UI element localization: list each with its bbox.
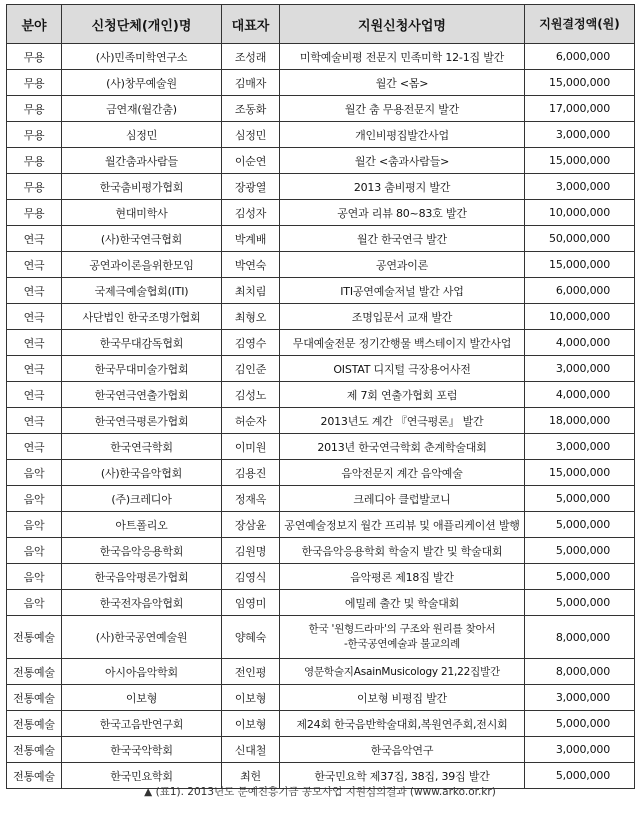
cell-representative: 김인준 [222,356,280,382]
cell-applicant: (주)크레디아 [62,486,222,512]
cell-amount: 18,000,000 [525,408,635,434]
cell-amount: 5,000,000 [525,564,635,590]
table-caption: ▲ (표1). 2013년도 문예진흥기금 공모사업 지원심의결과 (www.arko.or.kr) [144,786,496,798]
table-row [7,356,635,382]
cell-project: 한국음악응용학회 학술지 발간 및 학술대회 [280,538,525,564]
cell-amount: 3,000,000 [525,737,635,763]
cell-amount: 5,000,000 [525,512,635,538]
cell-field: 음악 [7,512,62,538]
cell-amount: 15,000,000 [525,148,635,174]
cell-representative: 박연숙 [222,252,280,278]
cell-representative: 정재옥 [222,486,280,512]
cell-project: 월간 <몸> [280,70,525,96]
cell-applicant: (사)한국연극협회 [62,226,222,252]
table-row [7,148,635,174]
header-field: 분야 [7,5,62,44]
cell-representative: 신대철 [222,737,280,763]
cell-amount: 6,000,000 [525,278,635,304]
cell-applicant: 국제극예술협회(ITI) [62,278,222,304]
cell-field: 무용 [7,122,62,148]
table-row [7,590,635,616]
cell-project: 월간 춤 무용전문지 발간 [280,96,525,122]
cell-applicant: (사)한국음악협회 [62,460,222,486]
cell-representative: 김성노 [222,382,280,408]
cell-field: 무용 [7,174,62,200]
cell-project: OISTAT 디지털 극장용어사전 [280,356,525,382]
cell-amount: 5,000,000 [525,538,635,564]
header-representative: 대표자 [222,5,280,44]
cell-amount: 4,000,000 [525,330,635,356]
cell-applicant: (사)창무예술원 [62,70,222,96]
cell-applicant: 한국음악평론가협회 [62,564,222,590]
table-row [7,460,635,486]
cell-applicant: 한국국악학회 [62,737,222,763]
cell-amount: 8,000,000 [525,616,635,659]
cell-project: 월간 <춤과사람들> [280,148,525,174]
cell-representative: 김용진 [222,460,280,486]
cell-representative: 이순연 [222,148,280,174]
table-row [7,252,635,278]
cell-field: 연극 [7,330,62,356]
cell-amount: 5,000,000 [525,590,635,616]
cell-amount: 3,000,000 [525,122,635,148]
cell-representative: 최형오 [222,304,280,330]
table-row [7,685,635,711]
cell-field: 연극 [7,382,62,408]
cell-field: 연극 [7,356,62,382]
cell-applicant: 한국민요학회 [62,763,222,789]
table-row [7,44,635,70]
table-row [7,659,635,685]
table-row [7,737,635,763]
cell-representative: 이보형 [222,685,280,711]
cell-amount: 5,000,000 [525,763,635,789]
cell-representative: 장삼윤 [222,512,280,538]
cell-applicant: 한국연극연출가협회 [62,382,222,408]
cell-field: 무용 [7,96,62,122]
cell-project: 월간 한국연극 발간 [280,226,525,252]
cell-amount: 15,000,000 [525,70,635,96]
table-row [7,174,635,200]
cell-applicant: 이보형 [62,685,222,711]
cell-project: 공연과 리뷰 80~83호 발간 [280,200,525,226]
table-row [7,70,635,96]
cell-amount: 8,000,000 [525,659,635,685]
cell-project: 한국음악연구 [280,737,525,763]
cell-field: 연극 [7,226,62,252]
cell-field: 음악 [7,486,62,512]
cell-project: 개인비평집발간사업 [280,122,525,148]
table-row [7,330,635,356]
cell-project: 무대예술전문 정기간행물 백스테이지 발간사업 [280,330,525,356]
cell-field: 전통예술 [7,763,62,789]
cell-representative: 김영식 [222,564,280,590]
cell-project: 제24회 한국음반학술대회,복원연주회,전시회 [280,711,525,737]
cell-project: 조명입문서 교재 발간 [280,304,525,330]
cell-field: 연극 [7,278,62,304]
cell-project: 에밀레 출간 및 학술대회 [280,590,525,616]
cell-amount: 15,000,000 [525,252,635,278]
cell-field: 전통예술 [7,659,62,685]
table-row [7,616,635,659]
cell-field: 전통예술 [7,616,62,659]
table-row [7,711,635,737]
cell-field: 음악 [7,590,62,616]
cell-representative: 최헌 [222,763,280,789]
cell-project: 공연과이론 [280,252,525,278]
cell-project: 제 7회 연출가협회 포럼 [280,382,525,408]
cell-project: 한국민요학 제37집, 38집, 39집 발간 [280,763,525,789]
header-amount: 지원결정액(원) [525,5,635,44]
cell-project: 미학예술비평 전문지 민족미학 12-1집 발간 [280,44,525,70]
cell-project: 한국 '원형드라마'의 구조와 원리를 찾아서 -한국공연예술과 불교의례 [280,616,525,659]
cell-field: 전통예술 [7,685,62,711]
cell-amount: 3,000,000 [525,434,635,460]
cell-representative: 김영수 [222,330,280,356]
cell-applicant: 한국춤비평가협회 [62,174,222,200]
cell-applicant: 한국무대미술가협회 [62,356,222,382]
cell-representative: 김원명 [222,538,280,564]
table-row [7,538,635,564]
cell-project: 2013년도 계간 『연극평론』 발간 [280,408,525,434]
cell-representative: 허순자 [222,408,280,434]
table-row [7,408,635,434]
cell-amount: 15,000,000 [525,460,635,486]
cell-field: 무용 [7,200,62,226]
cell-field: 음악 [7,460,62,486]
cell-project: 공연예술정보지 월간 프리뷰 및 애플리케이션 발행 [280,512,525,538]
cell-applicant: 한국고음반연구회 [62,711,222,737]
cell-representative: 최치림 [222,278,280,304]
table-row [7,512,635,538]
table-row [7,434,635,460]
cell-amount: 3,000,000 [525,685,635,711]
cell-field: 전통예술 [7,711,62,737]
cell-field: 무용 [7,44,62,70]
cell-applicant: 한국연극평론가협회 [62,408,222,434]
cell-field: 연극 [7,304,62,330]
cell-applicant: 심정민 [62,122,222,148]
cell-amount: 5,000,000 [525,711,635,737]
cell-applicant: 현대미학사 [62,200,222,226]
cell-representative: 장광열 [222,174,280,200]
cell-amount: 6,000,000 [525,44,635,70]
cell-applicant: 공연과이론을위한모임 [62,252,222,278]
cell-amount: 3,000,000 [525,356,635,382]
table-row [7,200,635,226]
table-row [7,304,635,330]
cell-applicant: 월간춤과사람들 [62,148,222,174]
cell-project: 영문학술지AsainMusicology 21,22집발간 [280,659,525,685]
cell-applicant: (사)민족미학연구소 [62,44,222,70]
cell-project: 이보형 비평집 발간 [280,685,525,711]
cell-applicant: 아시아음악학회 [62,659,222,685]
cell-amount: 17,000,000 [525,96,635,122]
table-body [7,44,635,789]
cell-project: 2013 춤비평지 발간 [280,174,525,200]
table-row [7,122,635,148]
table-row [7,278,635,304]
cell-project: 2013년 한국연극학회 춘계학술대회 [280,434,525,460]
header-project: 지원신청사업명 [280,5,525,44]
cell-project: 음악평론 제18집 발간 [280,564,525,590]
cell-amount: 50,000,000 [525,226,635,252]
table-header-row [7,5,635,44]
cell-representative: 김매자 [222,70,280,96]
cell-amount: 10,000,000 [525,200,635,226]
cell-applicant: 금연재(월간춤) [62,96,222,122]
table-row [7,564,635,590]
cell-representative: 김성자 [222,200,280,226]
cell-field: 음악 [7,564,62,590]
cell-representative: 양혜숙 [222,616,280,659]
cell-amount: 5,000,000 [525,486,635,512]
table-row [7,226,635,252]
cell-field: 연극 [7,252,62,278]
cell-project: 크레디아 클럽발코니 [280,486,525,512]
cell-amount: 4,000,000 [525,382,635,408]
cell-project: 음악전문지 계간 음악예술 [280,460,525,486]
cell-field: 음악 [7,538,62,564]
cell-representative: 조성래 [222,44,280,70]
header-applicant: 신청단체(개인)명 [62,5,222,44]
cell-field: 전통예술 [7,737,62,763]
cell-applicant: 한국무대감독협회 [62,330,222,356]
grant-results-table [6,4,635,789]
cell-amount: 10,000,000 [525,304,635,330]
cell-project: ITI공연예술저널 발간 사업 [280,278,525,304]
cell-field: 연극 [7,434,62,460]
cell-field: 무용 [7,70,62,96]
cell-applicant: (사)한국공연예술원 [62,616,222,659]
cell-applicant: 한국음악응용학회 [62,538,222,564]
cell-representative: 박계배 [222,226,280,252]
cell-applicant: 아트폴리오 [62,512,222,538]
cell-representative: 심정민 [222,122,280,148]
cell-amount: 3,000,000 [525,174,635,200]
cell-field: 무용 [7,148,62,174]
cell-field: 연극 [7,408,62,434]
table-row [7,486,635,512]
cell-applicant: 한국전자음악협회 [62,590,222,616]
cell-representative: 전인평 [222,659,280,685]
table-row [7,96,635,122]
cell-representative: 이미원 [222,434,280,460]
cell-representative: 조동화 [222,96,280,122]
cell-applicant: 한국연극학회 [62,434,222,460]
cell-representative: 임영미 [222,590,280,616]
cell-representative: 이보형 [222,711,280,737]
cell-applicant: 사단법인 한국조명가협회 [62,304,222,330]
table-row [7,382,635,408]
